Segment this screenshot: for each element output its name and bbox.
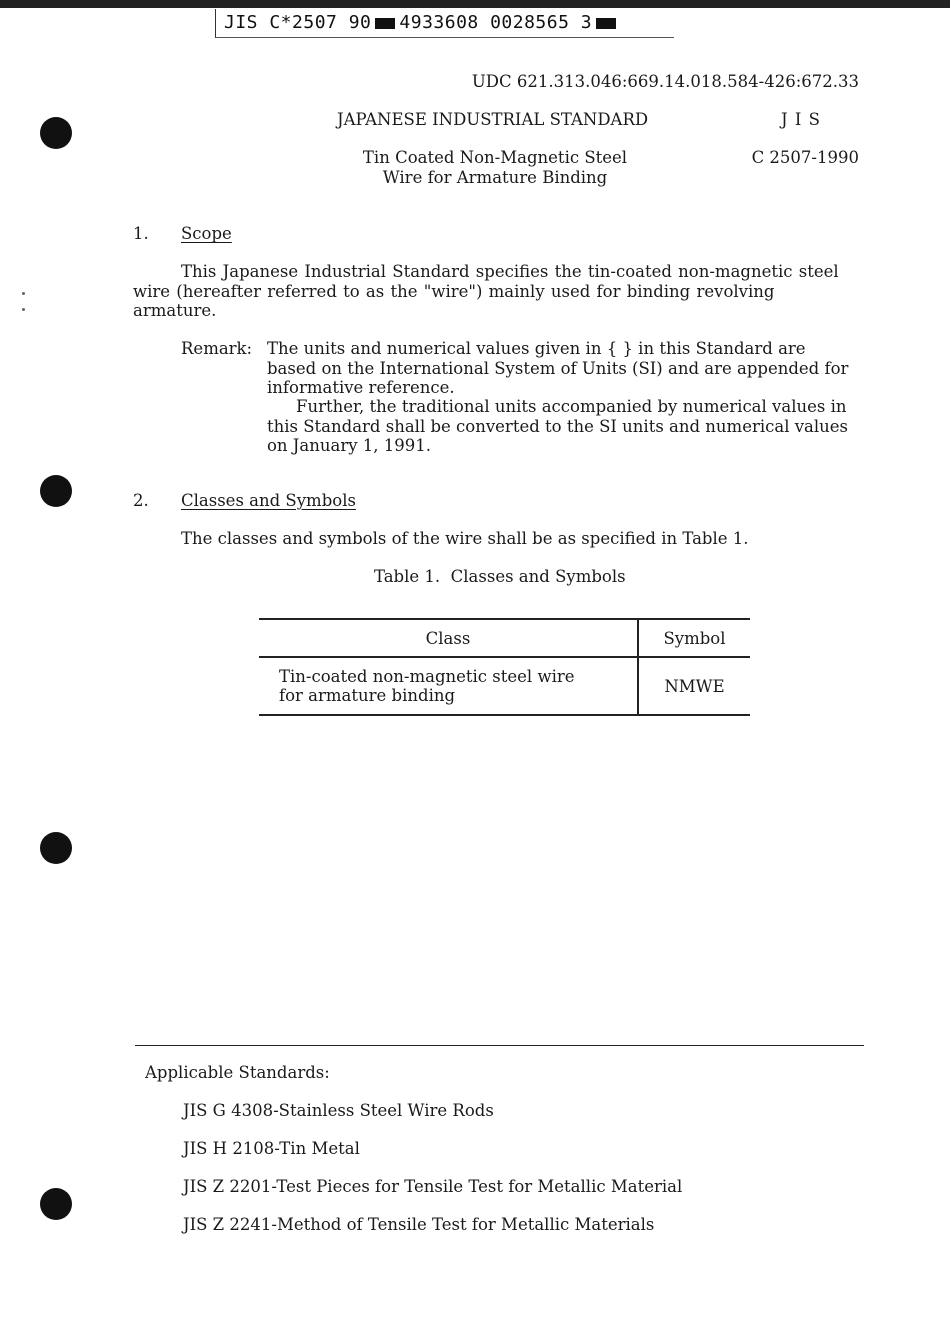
section-1-body: This Japanese Industrial Standard specifies the tin-coated non-magnetic steel wire (hereafter referred to as the "wire") mainly used for binding revolving armature. bbox=[133, 262, 839, 320]
punch-hole bbox=[40, 475, 72, 507]
table-header-row bbox=[259, 619, 750, 657]
section-1-number: 1. bbox=[133, 224, 149, 243]
applicable-standard-item: JIS Z 2241-Method of Tensile Test for Metallic Materials bbox=[183, 1215, 655, 1234]
applicable-standard-item: JIS Z 2201-Test Pieces for Tensile Test for Metallic Material bbox=[183, 1177, 683, 1196]
scan-speck bbox=[22, 308, 25, 311]
applicable-standard-item: JIS H 2108-Tin Metal bbox=[183, 1139, 360, 1158]
section-2-number: 2. bbox=[133, 491, 149, 510]
remark-paragraph-2: Further, the traditional units accompanied by numerical values in this Standard shall be converted to the SI units and numerical values on January 1, 1991. bbox=[267, 397, 849, 455]
section-2-heading: Classes and Symbols bbox=[181, 491, 356, 510]
standard-org: JAPANESE INDUSTRIAL STANDARD bbox=[337, 110, 649, 129]
header-bar-code: JIS C*2507 90 bbox=[224, 12, 372, 33]
standard-number: C 2507-1990 bbox=[751, 148, 859, 167]
footnote-divider bbox=[135, 1045, 864, 1046]
punch-hole bbox=[40, 832, 72, 864]
applicable-standards-heading: Applicable Standards: bbox=[145, 1063, 330, 1082]
title-line-2: Wire for Armature Binding bbox=[382, 167, 608, 187]
udc-code: UDC 621.313.046:669.14.018.584-426:672.33 bbox=[471, 72, 859, 91]
punch-hole bbox=[40, 1188, 72, 1220]
section-2-body: The classes and symbols of the wire shall be as specified in Table 1. bbox=[181, 529, 749, 548]
document-title bbox=[340, 148, 650, 187]
header-bar-block-2 bbox=[596, 18, 616, 29]
class-line-1: Tin-coated non-magnetic steel wire bbox=[279, 667, 575, 686]
header-bar-id: 4933608 0028565 3 bbox=[399, 12, 593, 33]
table-header-symbol: Symbol bbox=[663, 628, 726, 648]
scan-top-edge bbox=[0, 0, 950, 8]
applicable-standard-item: JIS G 4308-Stainless Steel Wire Rods bbox=[183, 1101, 494, 1120]
table-cell-class bbox=[259, 657, 638, 715]
table-cell-symbol: NMWE bbox=[664, 676, 725, 696]
table-header-class: Class bbox=[259, 619, 638, 657]
section-1-heading: Scope bbox=[181, 224, 232, 243]
classes-symbols-table bbox=[259, 618, 750, 716]
scan-speck bbox=[22, 292, 25, 295]
jis-mark: J I S bbox=[781, 110, 821, 129]
remark-paragraph-1: The units and numerical values given in { } in this Standard are based on the International System of Units (SI) and are appended for informative reference. bbox=[267, 339, 849, 397]
table-row bbox=[259, 657, 750, 715]
class-line-2: for armature binding bbox=[279, 686, 456, 705]
header-bar bbox=[215, 9, 674, 38]
remark-label: Remark: bbox=[181, 339, 253, 358]
table-caption: Table 1. Classes and Symbols bbox=[374, 567, 626, 586]
title-line-1: Tin Coated Non-Magnetic Steel bbox=[362, 148, 628, 167]
header-bar-block-1 bbox=[375, 18, 395, 29]
punch-hole bbox=[40, 117, 72, 149]
